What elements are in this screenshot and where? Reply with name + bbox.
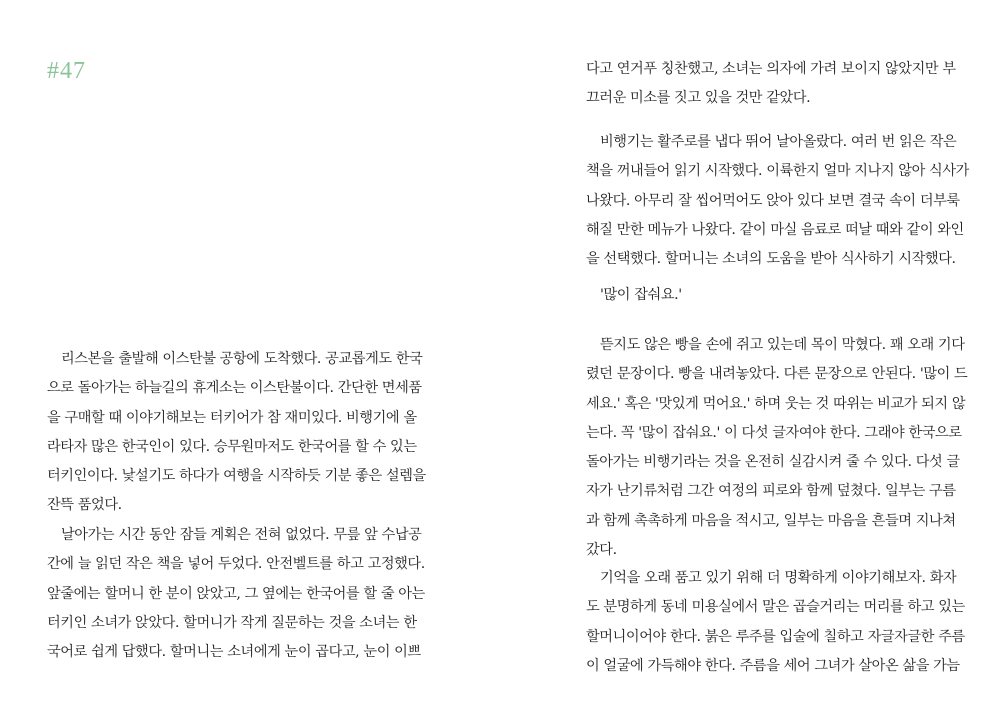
paragraph [47, 521, 425, 667]
text-line: 끄러운 미소를 짓고 있을 것만 같았다. [586, 90, 811, 107]
paragraph [47, 345, 426, 521]
text-line: 나왔다. 아무리 잘 씹어먹어도 앉아 있다 보면 결국 속이 더부룩 [586, 192, 960, 209]
text-line: 간에 늘 읽던 작은 책을 넣어 두었다. 안전벨트를 하고 고정했다. [47, 556, 425, 573]
text-line: 기억을 오래 품고 있기 위해 더 명확하게 이야기해보자. 화자 [600, 570, 957, 586]
text-line: 터키인이다. 낯설기도 하다가 여행을 시작하듯 기분 좋은 설렘을 [47, 468, 426, 485]
text-line: 날아가는 시간 동안 잠들 계획은 전혀 없었다. 무릎 앞 수납공 [61, 527, 422, 543]
text-line: 해질 만한 메뉴가 나왔다. 같이 마실 음료로 떠날 때와 같이 와인 [586, 221, 964, 238]
text-line: 터키인 소녀가 앉았다. 할머니가 작게 질문하는 것을 소녀는 한 [47, 614, 417, 631]
text-line: 돌아가는 비행기라는 것을 온전히 실감시켜 줄 수 있다. 다섯 글 [586, 454, 960, 471]
text-line: 을 선택했다. 할머니는 소녀의 도움을 받아 식사하기 시작했다. [586, 251, 956, 268]
text-line: 을 구매할 때 이야기해보는 터키어가 참 재미있다. 비행기에 올 [47, 409, 417, 426]
paragraph [586, 331, 968, 565]
text-line: 이 얼굴에 가득해야 한다. 주름을 세어 그녀가 살아온 삶을 가늠 [586, 657, 960, 674]
text-line: 렸던 문장이다. 빵을 내려놓았다. 다른 문장으로 안된다. '많이 드 [586, 366, 968, 383]
text-line: 다고 연거푸 칭찬했고, 소녀는 의자에 가려 보이지 않았지만 부 [586, 61, 956, 77]
text-line: 앞줄에는 할머니 한 분이 앉았고, 그 옆에는 한국어를 할 줄 아는 [47, 585, 425, 602]
text-line: 자가 난기류처럼 그간 여정의 피로와 함께 덮쳤다. 일부는 구름 [586, 483, 956, 500]
text-line: 뜯지도 않은 빵을 손에 쥐고 있는데 목이 막혔다. 꽤 오래 기다 [600, 337, 965, 353]
text-line: 리스본을 출발해 이스탄불 공항에 도착했다. 공교롭게도 한국 [61, 351, 423, 367]
paragraph [586, 564, 965, 681]
text-line: 갔다. [586, 542, 617, 559]
text-line: 도 분명하게 동네 미용실에서 말은 곱슬거리는 머리를 하고 있는 [586, 599, 965, 616]
chapter-number: #47 [47, 58, 86, 84]
text-line: 비행기는 활주로를 냅다 뛰어 날아올랐다. 여러 번 읽은 작은 [600, 134, 957, 150]
paragraph [586, 55, 956, 114]
text-line: 국어로 쉽게 답했다. 할머니는 소녀에게 눈이 곱다고, 눈이 이쁘 [47, 644, 421, 661]
text-line: 으로 돌아가는 하늘길의 휴게소는 이스탄불이다. 간단한 면세품 [47, 380, 422, 397]
text-line: '많이 잡숴요.' [600, 287, 682, 303]
text-line: 잔뜩 품었다. [47, 497, 122, 514]
paragraph [586, 128, 969, 274]
text-line: 책을 꺼내들어 읽기 시작했다. 이륙한지 얼마 지나지 않아 식사가 [586, 163, 969, 180]
right-page [500, 0, 1000, 704]
dialogue-line [586, 281, 956, 310]
text-line: 는다. 꼭 '많이 잡숴요.' 이 다섯 글자여야 한다. 그래야 한국으로 [586, 424, 962, 441]
text-line: 세요.' 혹은 '맛있게 먹어요.' 하며 웃는 것 따위는 비교가 되지 않 [586, 395, 966, 412]
text-line: 할머니이어야 한다. 붉은 루주를 입술에 칠하고 자글자글한 주름 [586, 628, 965, 645]
text-line: 과 함께 촉촉하게 마음을 적시고, 일부는 마음을 흔들며 지나쳐 [586, 512, 956, 529]
text-line: 라타자 많은 한국인이 있다. 승무원마저도 한국어를 할 수 있는 [47, 438, 417, 455]
